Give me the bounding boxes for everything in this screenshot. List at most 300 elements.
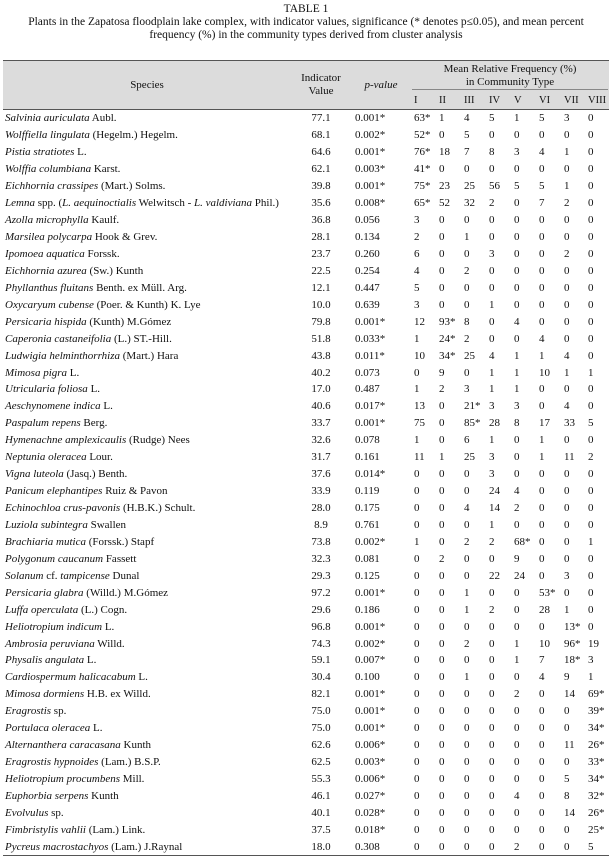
frequency-cell: 0 bbox=[464, 366, 470, 379]
species-cell bbox=[3, 381, 291, 398]
species-cell bbox=[3, 517, 291, 534]
p-value-cell: 0.027* bbox=[355, 789, 386, 802]
species-cell bbox=[3, 279, 291, 296]
species-name: Brachiaria mutica bbox=[5, 535, 86, 548]
p-value-cell: 0.002* bbox=[355, 637, 386, 650]
frequency-cell: 0 bbox=[464, 705, 470, 718]
species-authority: Hook & Grev. bbox=[92, 231, 158, 244]
species-cell bbox=[3, 550, 291, 567]
frequency-cell: 0 bbox=[489, 806, 495, 819]
p-value-cell: 0.001* bbox=[355, 112, 386, 125]
table-row bbox=[3, 466, 609, 483]
frequency-cell: 2 bbox=[414, 231, 420, 244]
species-name: Echinochloa crus-pavonis bbox=[5, 502, 121, 515]
header-community-type: II bbox=[436, 91, 461, 110]
frequency-cell: 56 bbox=[489, 180, 500, 193]
frequency-cell: 0 bbox=[439, 823, 445, 836]
frequency-cell: 21* bbox=[464, 400, 481, 413]
species-authority: L. bbox=[74, 146, 87, 159]
species-authority: Fassett bbox=[103, 552, 137, 565]
indicator-value-cell: 55.3 bbox=[311, 773, 331, 786]
frequency-cell: 0 bbox=[439, 468, 445, 481]
frequency-cell: 0 bbox=[439, 163, 445, 176]
table-row bbox=[3, 550, 609, 567]
table-caption-text: Plants in the Zapatosa floodplain lake complex, with indicator values, significance (* denotes p≤0.05), and mean percent frequency (%) in the community types derived from cluster analysis bbox=[28, 16, 584, 41]
species-authority: L. bbox=[87, 383, 101, 396]
p-value-cell: 0.006* bbox=[355, 773, 386, 786]
p-value-cell: 0.018* bbox=[355, 823, 386, 836]
species-authority: sp. bbox=[48, 806, 64, 819]
species-name: Wolffiella lingulata bbox=[5, 129, 90, 142]
frequency-cell: 0 bbox=[588, 231, 594, 244]
frequency-cell: 0 bbox=[514, 603, 520, 616]
species-name: Mimosa dormiens bbox=[5, 688, 85, 701]
species-authority: (Lam.) Link. bbox=[85, 823, 146, 836]
species-name: Eragrostis bbox=[5, 705, 52, 718]
frequency-cell: 6 bbox=[414, 247, 420, 260]
frequency-cell: 34* bbox=[588, 773, 605, 786]
frequency-cell: 0 bbox=[414, 739, 420, 752]
frequency-cell: 0 bbox=[539, 163, 545, 176]
frequency-cell: 0 bbox=[464, 620, 470, 633]
indicator-value-cell: 22.5 bbox=[311, 264, 331, 277]
frequency-cell: 17 bbox=[539, 417, 550, 430]
frequency-cell: 10 bbox=[539, 366, 550, 379]
species-authority: Lour. bbox=[86, 451, 113, 464]
species-name: Polygonum caucanum bbox=[5, 552, 104, 565]
frequency-cell: 1 bbox=[514, 637, 520, 650]
table-row bbox=[3, 703, 609, 720]
species-authority: Phil.) bbox=[252, 197, 279, 210]
frequency-cell: 3 bbox=[414, 298, 420, 311]
frequency-cell: 0 bbox=[489, 654, 495, 667]
frequency-cell: 0 bbox=[588, 214, 594, 227]
frequency-cell: 6 bbox=[464, 434, 470, 447]
indicator-value-cell: 51.8 bbox=[311, 332, 331, 345]
species-authority: (Willd.) M.Gómez bbox=[83, 586, 169, 599]
frequency-cell: 0 bbox=[414, 552, 420, 565]
frequency-cell: 0 bbox=[564, 502, 570, 515]
table-row bbox=[3, 686, 609, 703]
frequency-cell: 0 bbox=[489, 671, 495, 684]
frequency-cell: 0 bbox=[564, 214, 570, 227]
species-name: Evolvulus bbox=[5, 806, 49, 819]
frequency-cell: 1 bbox=[539, 434, 545, 447]
frequency-cell: 0 bbox=[564, 552, 570, 565]
frequency-cell: 14 bbox=[489, 502, 500, 515]
frequency-cell: 0 bbox=[439, 671, 445, 684]
frequency-cell: 0 bbox=[539, 722, 545, 735]
frequency-cell: 0 bbox=[588, 485, 594, 498]
frequency-cell: 0 bbox=[514, 823, 520, 836]
frequency-cell: 0 bbox=[514, 806, 520, 819]
frequency-cell: 85* bbox=[464, 417, 481, 430]
species-authority: (Jasq.) Benth. bbox=[63, 468, 128, 481]
frequency-cell: 2 bbox=[564, 197, 570, 210]
indicator-value-cell: 36.8 bbox=[311, 214, 331, 227]
frequency-cell: 0 bbox=[439, 417, 445, 430]
table-row bbox=[3, 584, 609, 601]
frequency-cell: 0 bbox=[464, 789, 470, 802]
species-name: Luziola subintegra bbox=[5, 518, 88, 531]
indicator-value-cell: 8.9 bbox=[314, 518, 328, 531]
species-authority: (Hegelm.) Hegelm. bbox=[89, 129, 178, 142]
frequency-cell: 0 bbox=[539, 773, 545, 786]
species-cell bbox=[3, 364, 291, 381]
species-cell bbox=[3, 754, 291, 771]
indicator-value-cell: 33.9 bbox=[311, 485, 331, 498]
table-row bbox=[3, 161, 609, 178]
frequency-cell: 0 bbox=[436, 838, 461, 855]
frequency-cell: 0 bbox=[564, 823, 570, 836]
species-cell bbox=[3, 567, 291, 584]
frequency-cell: 0 bbox=[464, 163, 470, 176]
frequency-cell: 11 bbox=[414, 451, 425, 464]
p-value-cell: 0.001* bbox=[355, 705, 386, 718]
indicator-value-cell: 28.0 bbox=[311, 502, 331, 515]
indicator-value-cell: 40.2 bbox=[311, 366, 331, 379]
frequency-cell: 0 bbox=[588, 264, 594, 277]
frequency-cell: 2 bbox=[511, 838, 536, 855]
indicator-value-cell: 10.0 bbox=[311, 298, 331, 311]
frequency-cell: 0 bbox=[464, 518, 470, 531]
table-row bbox=[3, 635, 609, 652]
frequency-cell: 0 bbox=[588, 383, 594, 396]
species-authority: L. bbox=[67, 366, 80, 379]
table-row bbox=[3, 533, 609, 550]
p-value-cell: 0.003* bbox=[355, 163, 386, 176]
species-name: Persicaria hispida bbox=[5, 315, 87, 328]
frequency-cell: 63* bbox=[414, 112, 431, 125]
frequency-cell: 1 bbox=[439, 451, 445, 464]
species-name: Heliotropium indicum bbox=[5, 620, 103, 633]
species-authority: spp. ( bbox=[34, 197, 63, 210]
frequency-cell: 0 bbox=[464, 654, 470, 667]
species-name: Salvinia auriculata bbox=[5, 112, 90, 125]
frequency-cell: 0 bbox=[588, 197, 594, 210]
indicator-value-cell: 17.0 bbox=[311, 383, 331, 396]
frequency-cell: 0 bbox=[514, 163, 520, 176]
frequency-cell: 0 bbox=[588, 586, 594, 599]
frequency-cell: 0 bbox=[464, 722, 470, 735]
p-value-cell: 0.033* bbox=[355, 332, 386, 345]
p-value-cell: 0.008* bbox=[355, 197, 386, 210]
frequency-cell: 0 bbox=[439, 129, 445, 142]
species-cell bbox=[3, 144, 291, 161]
frequency-cell: 0 bbox=[564, 298, 570, 311]
frequency-cell: 0 bbox=[464, 552, 470, 565]
frequency-cell: 3 bbox=[414, 214, 420, 227]
species-cell bbox=[3, 330, 291, 347]
indicator-value-cell: 75.0 bbox=[311, 705, 331, 718]
frequency-cell: 0 bbox=[464, 214, 470, 227]
frequency-cell: 0 bbox=[539, 231, 545, 244]
frequency-cell: 0 bbox=[489, 773, 495, 786]
frequency-cell: 14 bbox=[564, 688, 575, 701]
frequency-cell: 0 bbox=[439, 739, 445, 752]
frequency-cell: 0 bbox=[564, 434, 570, 447]
frequency-cell: 3 bbox=[514, 400, 520, 413]
species-name: Solanum bbox=[5, 569, 44, 582]
frequency-cell: 0 bbox=[414, 756, 420, 769]
species-cell bbox=[3, 533, 291, 550]
frequency-cell: 3 bbox=[489, 451, 495, 464]
frequency-cell: 0 bbox=[464, 688, 470, 701]
frequency-cell: 3 bbox=[564, 112, 570, 125]
species-authority: Forssk. bbox=[84, 247, 120, 260]
header-community-type: V bbox=[511, 91, 536, 110]
p-value-cell: 0.001* bbox=[355, 417, 386, 430]
indicator-value-cell: 31.7 bbox=[311, 451, 331, 464]
species-cell bbox=[3, 415, 291, 432]
table-row bbox=[3, 364, 609, 381]
frequency-cell: 0 bbox=[464, 468, 470, 481]
species-authority: (Lam.) J.Raynal bbox=[108, 840, 183, 853]
species-cell bbox=[3, 466, 291, 483]
frequency-cell: 0 bbox=[539, 485, 545, 498]
frequency-cell: 32 bbox=[464, 197, 475, 210]
table-row bbox=[3, 567, 609, 584]
species-cell bbox=[3, 229, 291, 246]
frequency-cell: 69* bbox=[588, 688, 605, 701]
species-name: Portulaca oleracea bbox=[5, 722, 91, 735]
frequency-cell: 0 bbox=[588, 112, 594, 125]
species-cell bbox=[3, 788, 291, 805]
table-row bbox=[3, 601, 609, 618]
frequency-cell: 0 bbox=[414, 671, 420, 684]
species-cell bbox=[3, 821, 291, 838]
frequency-cell: 0 bbox=[539, 315, 545, 328]
frequency-cell: 5 bbox=[414, 281, 420, 294]
species-name: Mimosa pigra bbox=[5, 366, 68, 379]
species-authority: cf. bbox=[43, 569, 61, 582]
frequency-cell: 0 bbox=[514, 705, 520, 718]
species-name: Alternanthera caracasana bbox=[5, 739, 121, 752]
frequency-cell: 4 bbox=[539, 671, 545, 684]
frequency-cell: 8 bbox=[564, 789, 570, 802]
species-cell bbox=[3, 313, 291, 330]
indicator-value-cell: 40.6 bbox=[311, 400, 331, 413]
indicator-value-cell: 97.2 bbox=[311, 586, 331, 599]
p-value-cell: 0.001* bbox=[355, 180, 386, 193]
table-row bbox=[3, 110, 609, 127]
frequency-cell: 0 bbox=[539, 468, 545, 481]
frequency-cell: 0 bbox=[464, 823, 470, 836]
frequency-cell: 0 bbox=[564, 586, 570, 599]
frequency-cell: 0 bbox=[414, 366, 420, 379]
frequency-cell: 34* bbox=[588, 722, 605, 735]
frequency-cell: 0 bbox=[514, 518, 520, 531]
frequency-cell: 0 bbox=[439, 756, 445, 769]
frequency-cell: 0 bbox=[564, 315, 570, 328]
frequency-cell: 0 bbox=[588, 129, 594, 142]
frequency-cell: 3 bbox=[564, 569, 570, 582]
header-indicator-value: Indicator Value bbox=[291, 61, 351, 110]
frequency-cell: 39* bbox=[588, 705, 605, 718]
species-cell bbox=[3, 296, 291, 313]
frequency-cell: 0 bbox=[564, 722, 570, 735]
frequency-cell: 24 bbox=[489, 485, 500, 498]
species-name: tampicense bbox=[60, 569, 110, 582]
indicator-value-cell: 75.0 bbox=[311, 722, 331, 735]
indicator-value-cell: 32.6 bbox=[311, 434, 331, 447]
indicator-value-cell: 39.8 bbox=[311, 180, 331, 193]
species-authority: Swallen bbox=[87, 518, 127, 531]
frequency-cell: 3 bbox=[489, 400, 495, 413]
indicator-value-cell: 29.3 bbox=[311, 569, 331, 582]
frequency-cell: 0 bbox=[514, 298, 520, 311]
frequency-cell: 0 bbox=[464, 281, 470, 294]
frequency-cell: 0 bbox=[588, 434, 594, 447]
species-cell bbox=[3, 432, 291, 449]
frequency-cell: 0 bbox=[439, 247, 445, 260]
frequency-cell: 0 bbox=[439, 434, 445, 447]
species-authority: Aubl. bbox=[89, 112, 117, 125]
p-value-cell: 0.017* bbox=[355, 400, 386, 413]
species-name: Fimbristylis vahlii bbox=[5, 823, 86, 836]
species-name: Caperonia castaneifolia bbox=[5, 332, 112, 345]
indicator-value-cell: 96.8 bbox=[311, 620, 331, 633]
header-community-type: I bbox=[411, 91, 436, 110]
indicator-value-cell: 30.4 bbox=[311, 671, 331, 684]
species-cell bbox=[3, 652, 291, 669]
frequency-cell: 0 bbox=[489, 637, 495, 650]
table-row bbox=[3, 517, 609, 534]
frequency-cell: 3 bbox=[464, 383, 470, 396]
p-value-cell: 0.639 bbox=[355, 298, 380, 311]
frequency-cell: 0 bbox=[539, 518, 545, 531]
frequency-cell: 25 bbox=[464, 180, 475, 193]
species-name: Ipomoea aquatica bbox=[5, 247, 85, 260]
species-name: Ambrosia peruviana bbox=[5, 637, 95, 650]
frequency-cell: 13* bbox=[564, 620, 581, 633]
frequency-cell: 0 bbox=[414, 789, 420, 802]
table-row bbox=[3, 178, 609, 195]
frequency-cell: 0 bbox=[514, 620, 520, 633]
p-value-cell: 0.006* bbox=[355, 739, 386, 752]
frequency-cell: 0 bbox=[588, 552, 594, 565]
frequency-cell: 0 bbox=[564, 705, 570, 718]
frequency-cell: 10 bbox=[414, 349, 425, 362]
frequency-cell: 52 bbox=[439, 197, 450, 210]
frequency-cell: 0 bbox=[564, 264, 570, 277]
frequency-cell: 32* bbox=[588, 789, 605, 802]
frequency-cell: 0 bbox=[539, 688, 545, 701]
frequency-cell: 0 bbox=[539, 552, 545, 565]
p-value-cell: 0.014* bbox=[355, 468, 386, 481]
species-cell bbox=[3, 398, 291, 415]
species-authority: Ruiz & Pavon bbox=[102, 485, 168, 498]
frequency-cell: 0 bbox=[439, 806, 445, 819]
species-name: Physalis angulata bbox=[5, 654, 85, 667]
frequency-cell: 5 bbox=[588, 417, 594, 430]
frequency-cell: 0 bbox=[439, 231, 445, 244]
species-cell bbox=[3, 804, 291, 821]
species-name: Eichhornia azurea bbox=[5, 264, 87, 277]
species-cell bbox=[3, 584, 291, 601]
frequency-cell: 0 bbox=[439, 603, 445, 616]
p-value-cell: 0.081 bbox=[355, 552, 380, 565]
frequency-cell: 0 bbox=[539, 789, 545, 802]
indicator-value-cell: 46.1 bbox=[311, 789, 331, 802]
species-name: Aeschynomene indica bbox=[5, 400, 101, 413]
frequency-cell: 4 bbox=[489, 349, 495, 362]
header-community-type: III bbox=[461, 91, 486, 110]
frequency-cell: 4 bbox=[539, 146, 545, 159]
frequency-cell: 0 bbox=[486, 838, 511, 855]
species-authority: (Rudge) Nees bbox=[126, 434, 190, 447]
frequency-cell: 0 bbox=[564, 129, 570, 142]
species-authority: Welwitsch - bbox=[136, 197, 194, 210]
p-value-cell: 0.161 bbox=[355, 451, 380, 464]
species-cell bbox=[3, 262, 291, 279]
frequency-cell: 0 bbox=[439, 705, 445, 718]
species-cell bbox=[3, 212, 291, 229]
frequency-cell: 19 bbox=[588, 637, 599, 650]
frequency-cell: 0 bbox=[414, 654, 420, 667]
frequency-cell: 96* bbox=[564, 637, 581, 650]
table-row bbox=[3, 449, 609, 466]
frequency-cell: 0 bbox=[514, 332, 520, 345]
species-authority: Kaulf. bbox=[88, 214, 120, 227]
frequency-cell: 5 bbox=[539, 112, 545, 125]
frequency-cell: 2 bbox=[489, 197, 495, 210]
frequency-cell: 0 bbox=[539, 823, 545, 836]
frequency-cell: 0 bbox=[539, 739, 545, 752]
frequency-cell: 0 bbox=[439, 722, 445, 735]
frequency-cell: 0 bbox=[564, 383, 570, 396]
frequency-cell: 0 bbox=[439, 637, 445, 650]
frequency-cell: 0 bbox=[414, 722, 420, 735]
frequency-cell: 0 bbox=[414, 806, 420, 819]
frequency-cell: 28 bbox=[539, 603, 550, 616]
frequency-cell: 0 bbox=[561, 838, 585, 855]
frequency-cell: 0 bbox=[539, 620, 545, 633]
frequency-cell: 1 bbox=[464, 586, 470, 599]
p-value-cell: 0.119 bbox=[355, 485, 380, 498]
frequency-cell: 1 bbox=[489, 383, 495, 396]
table-row bbox=[3, 483, 609, 500]
frequency-cell: 1 bbox=[514, 112, 520, 125]
frequency-cell: 0 bbox=[588, 298, 594, 311]
table-header bbox=[3, 61, 609, 110]
species-cell bbox=[3, 669, 291, 686]
frequency-cell: 0 bbox=[489, 586, 495, 599]
frequency-cell: 0 bbox=[439, 400, 445, 413]
table-row bbox=[3, 432, 609, 449]
frequency-cell: 0 bbox=[514, 468, 520, 481]
frequency-cell: 0 bbox=[564, 485, 570, 498]
frequency-cell: 1 bbox=[414, 434, 420, 447]
table-row bbox=[3, 771, 609, 788]
frequency-cell: 1 bbox=[564, 146, 570, 159]
p-value-cell: 0.254 bbox=[355, 264, 380, 277]
frequency-cell: 0 bbox=[536, 838, 561, 855]
frequency-cell: 2 bbox=[489, 603, 495, 616]
p-value-cell: 0.761 bbox=[355, 518, 380, 531]
indicator-value-cell: 62.6 bbox=[311, 739, 331, 752]
species-authority: (H.B.K.) Schult. bbox=[120, 502, 196, 515]
species-name: Hymenachne amplexicaulis bbox=[5, 434, 127, 447]
frequency-cell: 2 bbox=[514, 688, 520, 701]
indicator-value-cell: 62.1 bbox=[311, 163, 331, 176]
frequency-cell: 1 bbox=[489, 298, 495, 311]
table-number: TABLE 1 bbox=[283, 3, 329, 15]
table-row bbox=[3, 754, 609, 771]
indicator-value-cell: 82.1 bbox=[311, 688, 331, 701]
species-cell bbox=[3, 178, 291, 195]
header-mean-relative-frequency: Mean Relative Frequency (%) in Community Type bbox=[411, 61, 609, 92]
